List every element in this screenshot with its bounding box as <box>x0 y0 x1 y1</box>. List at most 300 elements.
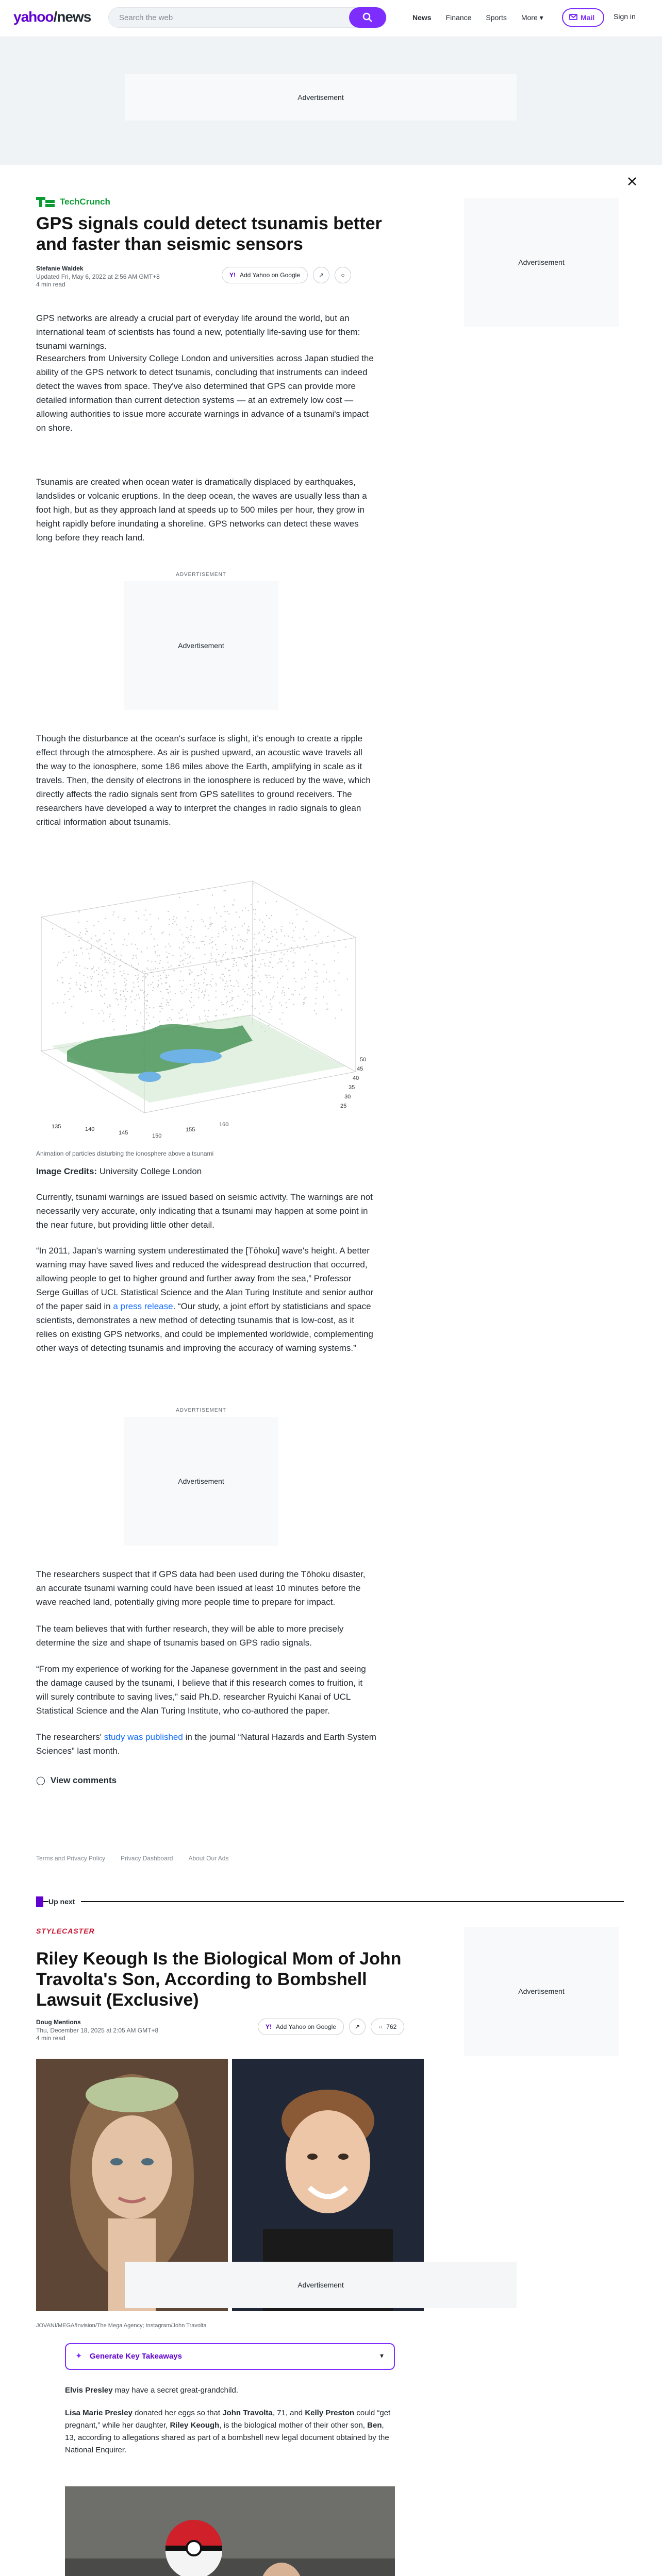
particle <box>219 965 220 966</box>
quote-text-2: . “Our study, a joint effort by statisticians and space scientists, demonstrates a new method of detecting tsunamis that is low-cost, as it relies on existing GPS networks, and could be implemented worldwide, complementing other ways of detecting tsunamis and improving the accuracy of warning systems.” <box>36 1301 373 1353</box>
particle <box>255 992 256 993</box>
particle <box>233 939 234 940</box>
particle <box>246 966 247 967</box>
particle <box>202 991 203 992</box>
particle <box>188 937 189 938</box>
particle <box>102 970 103 971</box>
overlay-ad[interactable] <box>125 2262 517 2308</box>
particle <box>159 963 160 964</box>
particle <box>169 919 170 920</box>
particle <box>264 965 266 966</box>
particle <box>216 982 217 984</box>
figure-caption: Animation of particles disturbing the ionosphere above a tsunami <box>36 1150 214 1157</box>
particle <box>288 988 289 989</box>
particle <box>155 952 156 953</box>
press-release-link[interactable]: a press release <box>113 1301 173 1311</box>
particle <box>128 934 129 935</box>
nav-sports[interactable]: Sports <box>486 13 507 22</box>
particle <box>194 979 195 980</box>
particle <box>199 1016 200 1018</box>
text: , 13, according to allegations shared as part of a bombshell new legal document obtained by the National Enquirer. <box>65 2421 389 2454</box>
particle <box>229 970 230 971</box>
particle <box>323 981 324 982</box>
particle <box>222 927 223 928</box>
particle <box>98 940 100 941</box>
bold-name: Elvis Presley <box>65 2386 113 2395</box>
about-ads-link[interactable]: About Our Ads <box>188 1855 229 1862</box>
particle <box>259 1013 260 1014</box>
particle <box>204 972 205 973</box>
particle <box>167 999 168 1001</box>
particle <box>255 971 256 972</box>
particle <box>97 985 98 986</box>
particle <box>288 936 289 937</box>
nav-more[interactable] <box>521 13 543 22</box>
particle <box>186 937 187 938</box>
particle <box>190 929 191 930</box>
mail-button[interactable] <box>562 8 604 27</box>
comment-icon: ○ <box>341 272 345 279</box>
particle <box>126 1025 127 1026</box>
particle <box>65 934 67 935</box>
particle <box>231 997 233 998</box>
particle <box>181 1009 183 1010</box>
chevron-down-icon: ▾ <box>379 2351 384 2360</box>
particle <box>270 938 271 939</box>
particle <box>153 976 154 977</box>
particle <box>162 998 163 999</box>
particle <box>79 989 80 990</box>
particle <box>317 976 318 977</box>
particle <box>293 994 294 995</box>
article-source: TechCrunch <box>60 197 110 207</box>
search-bar[interactable] <box>108 7 387 28</box>
particle <box>147 969 148 970</box>
image-credit <box>36 1166 202 1177</box>
particle <box>225 928 226 929</box>
particle <box>87 940 88 941</box>
particle <box>85 934 86 935</box>
sparkle-icon: ✦ <box>75 2352 82 2361</box>
particle <box>124 978 125 979</box>
particle <box>168 1002 169 1003</box>
close-button[interactable] <box>622 171 642 192</box>
text: could “get pregnant,” while her daughter, <box>65 2409 391 2430</box>
particle <box>238 970 239 971</box>
particle <box>64 994 65 995</box>
particle <box>183 963 184 964</box>
particle <box>91 1009 92 1010</box>
particle <box>272 997 273 998</box>
add-yahoo-label: Add Yahoo on Google <box>276 2023 336 2030</box>
particle <box>187 1020 188 1021</box>
particle <box>160 960 161 961</box>
particle <box>109 1016 110 1017</box>
particle <box>141 990 142 991</box>
privacy-dashboard-link[interactable]: Privacy Dashboard <box>121 1855 173 1862</box>
particle <box>227 911 228 912</box>
particle <box>272 967 273 968</box>
particle <box>60 962 61 963</box>
particle <box>225 944 226 945</box>
particle <box>207 984 208 985</box>
particle <box>107 972 108 973</box>
particle <box>255 960 256 961</box>
particle <box>170 946 171 947</box>
particle <box>266 975 267 976</box>
particle <box>186 1014 187 1015</box>
particle <box>329 981 330 982</box>
particle <box>105 918 106 919</box>
particle <box>146 1005 147 1006</box>
particle <box>166 989 167 990</box>
particle <box>247 1002 248 1003</box>
particle <box>144 931 145 932</box>
particle <box>277 982 278 984</box>
particle <box>76 982 77 983</box>
comment-count-button[interactable] <box>371 2019 404 2035</box>
particle <box>289 922 290 923</box>
search-input[interactable]: Search the web <box>119 13 173 22</box>
nav-more-label: More <box>521 13 538 22</box>
particle <box>105 969 106 970</box>
particle <box>162 967 163 968</box>
particle <box>125 998 126 999</box>
paragraph: “From my experience of working for the Japanese government in the past and seeing the damage caused by the tsunami, I believe that if this research comes to fruition, it will surely contribute to saving lives,” said Ph.D. researcher Ryuichi Kanai of UCL Statistical Science and the Alan Turing Institute, who co-authored the paper. <box>36 1664 366 1716</box>
particle <box>96 940 97 941</box>
particle <box>253 909 254 910</box>
particle <box>193 958 194 959</box>
particle <box>291 947 292 948</box>
particle <box>260 1019 261 1020</box>
particle <box>173 919 174 920</box>
particle <box>169 967 170 968</box>
particle <box>167 957 168 958</box>
right-rail-ad[interactable] <box>464 198 619 327</box>
particle <box>111 944 112 945</box>
share-button[interactable] <box>313 267 329 283</box>
particle <box>238 986 239 987</box>
particle <box>132 958 133 959</box>
particle <box>216 1009 217 1010</box>
particle <box>68 936 69 937</box>
particle <box>316 1013 317 1014</box>
bold-name: Ben <box>367 2421 382 2430</box>
add-yahoo-label: Add Yahoo on Google <box>240 272 300 279</box>
particle <box>113 972 114 973</box>
particle <box>84 986 85 987</box>
generate-takeaways-button[interactable] <box>65 2343 395 2370</box>
particle <box>85 991 86 992</box>
particle <box>138 986 139 987</box>
particle <box>131 965 132 966</box>
particle <box>216 990 217 991</box>
particle <box>167 989 168 990</box>
x-tick: 140 <box>85 1126 95 1132</box>
particle <box>287 969 288 970</box>
particle <box>160 975 161 976</box>
sign-in-link[interactable]: Sign in <box>614 12 636 21</box>
particle <box>190 935 191 936</box>
particle <box>105 961 106 962</box>
particle <box>179 947 180 948</box>
particle <box>146 995 147 996</box>
particle <box>226 996 227 997</box>
particle <box>247 994 248 995</box>
particle <box>75 965 76 966</box>
particle <box>168 911 169 912</box>
particle <box>221 962 222 963</box>
particle <box>181 934 183 935</box>
particle <box>124 1015 125 1016</box>
particle <box>208 995 209 996</box>
particle <box>252 978 253 979</box>
particle <box>144 1023 145 1024</box>
chevron-down-icon: ▾ <box>539 13 543 22</box>
particle <box>131 990 133 991</box>
particle <box>120 971 121 972</box>
yahoo-news-logo[interactable] <box>13 9 91 25</box>
terms-link[interactable]: Terms and Privacy Policy <box>36 1855 106 1862</box>
particle <box>171 1019 172 1020</box>
inline-ad-2[interactable] <box>124 1417 278 1546</box>
particle <box>208 1000 209 1001</box>
particle <box>280 943 282 944</box>
particle <box>189 973 190 974</box>
particle <box>304 936 305 937</box>
particle <box>166 1004 167 1005</box>
particle <box>143 992 144 993</box>
particle <box>218 933 219 934</box>
particle <box>198 975 199 976</box>
top-bar <box>0 0 662 37</box>
particle <box>317 983 318 984</box>
particle <box>203 982 204 983</box>
particle <box>327 1008 328 1009</box>
particle <box>222 980 223 981</box>
particle <box>160 1006 161 1007</box>
particle <box>182 960 183 961</box>
particle <box>113 969 114 970</box>
particle <box>71 1006 72 1007</box>
particle <box>233 966 234 967</box>
family-photo <box>65 2486 395 2576</box>
particle <box>216 997 217 998</box>
particle <box>254 953 255 954</box>
particle <box>79 911 80 912</box>
particle <box>326 1009 327 1010</box>
particle <box>273 954 274 955</box>
add-yahoo-button[interactable] <box>258 2019 344 2035</box>
particle <box>136 911 137 912</box>
particle <box>180 991 181 992</box>
add-yahoo-button[interactable] <box>222 267 308 283</box>
particle <box>246 939 247 940</box>
particle <box>169 1005 170 1006</box>
particle <box>136 1024 137 1025</box>
right-rail-ad-2[interactable] <box>464 1927 619 2056</box>
particle <box>135 1009 136 1010</box>
particle <box>136 994 137 995</box>
particle <box>91 969 92 970</box>
particle <box>81 947 82 948</box>
particle <box>334 980 335 981</box>
particle <box>266 950 267 951</box>
particle <box>231 946 233 947</box>
particle <box>159 1006 160 1007</box>
particle <box>241 958 242 959</box>
particle <box>179 965 180 966</box>
nav-news[interactable]: News <box>412 13 432 22</box>
particle <box>306 921 307 922</box>
particle <box>178 1012 179 1013</box>
bold-name: Lisa Marie Presley <box>65 2409 133 2417</box>
particle <box>151 972 152 973</box>
particle <box>100 990 101 991</box>
particle <box>85 928 86 929</box>
particle <box>146 968 147 969</box>
particle <box>107 1007 108 1008</box>
particle <box>189 969 190 970</box>
particle <box>145 909 146 910</box>
particle <box>345 946 346 947</box>
particle <box>144 1003 145 1004</box>
search-icon <box>362 12 373 23</box>
paragraph: Researchers from University College London and universities across Japan studied the ability of the GPS network to detect tsunamis, concluding that instruments can indeed detect the waves from space. They've also determined that GPS can provide more detailed information than current detection systems — at an extremely low cost — allowing authorities to issue more accurate warnings in advance of a tsunami's impact on shore. <box>36 353 374 433</box>
particle <box>85 987 86 988</box>
particle <box>221 1004 222 1005</box>
particle <box>109 962 110 963</box>
up-next-divider <box>36 1897 624 1906</box>
particle <box>153 969 154 970</box>
particle <box>273 995 274 996</box>
share-button[interactable] <box>349 2019 366 2035</box>
particle <box>316 963 317 964</box>
particle <box>254 1008 255 1009</box>
particle <box>270 957 271 958</box>
family-photo-image <box>65 2486 395 2576</box>
particle <box>52 928 53 929</box>
particle <box>158 918 159 919</box>
particle <box>121 998 122 999</box>
particle <box>204 1010 205 1011</box>
particle <box>215 944 216 945</box>
study-link[interactable]: study was published <box>104 1732 183 1742</box>
particle <box>155 951 156 952</box>
particle <box>125 984 126 985</box>
particle <box>141 951 142 952</box>
particle <box>201 974 202 975</box>
particle <box>194 936 195 937</box>
particle <box>173 969 174 970</box>
particle <box>91 938 92 939</box>
ad-small-label: ADVERTISEMENT <box>176 1408 226 1413</box>
particle <box>179 1018 180 1019</box>
particle <box>299 937 300 938</box>
particle <box>157 955 158 956</box>
article-title: GPS signals could detect tsunamis better and faster than seismic sensors <box>36 214 382 254</box>
particle <box>201 970 202 971</box>
particle <box>225 1014 226 1015</box>
particle <box>271 1009 272 1010</box>
particle <box>149 1023 150 1024</box>
particle <box>238 982 239 983</box>
search-button[interactable] <box>349 7 386 28</box>
top-ad[interactable] <box>125 74 517 121</box>
particle <box>264 974 266 975</box>
particle <box>139 997 140 998</box>
particle <box>232 948 233 949</box>
particle <box>254 946 255 947</box>
particle <box>76 955 77 956</box>
particle <box>148 1015 149 1016</box>
comment-button[interactable] <box>335 267 351 283</box>
particle <box>335 990 336 991</box>
particle <box>206 985 207 986</box>
bold-name: Riley Keough <box>170 2421 220 2430</box>
stylecaster-logo[interactable]: STYLECASTER <box>36 1927 95 1935</box>
upnext-author[interactable]: Doug Mentions <box>36 2019 81 2026</box>
particle <box>237 995 238 996</box>
particle <box>304 997 305 998</box>
particle <box>338 973 339 974</box>
particle <box>233 964 234 965</box>
article-author[interactable]: Stefanie Waldek <box>36 265 84 272</box>
upnext-actions <box>258 2019 404 2035</box>
particle <box>270 1003 271 1004</box>
up-next-label: Up next <box>48 1897 81 1906</box>
particle <box>204 954 205 955</box>
bold-name: Kelly Preston <box>305 2409 355 2417</box>
particle <box>145 1008 146 1009</box>
particle <box>91 984 92 985</box>
particle <box>276 932 277 933</box>
particle <box>126 1006 127 1007</box>
particle <box>261 940 262 941</box>
particle <box>259 932 260 933</box>
particle <box>138 981 139 982</box>
particle <box>190 984 191 985</box>
particle <box>210 926 211 927</box>
particle <box>190 1002 191 1003</box>
particle <box>191 926 192 927</box>
particle <box>168 961 169 962</box>
view-comments-button[interactable] <box>36 1775 117 1786</box>
particle <box>157 944 158 945</box>
particle <box>106 948 107 949</box>
credit-value: University College London <box>97 1166 202 1176</box>
ad-label: Advertisement <box>297 2281 344 2289</box>
particle <box>80 985 81 986</box>
particle <box>65 1012 66 1013</box>
particle <box>303 947 304 948</box>
particle <box>119 966 120 967</box>
particle <box>225 952 226 953</box>
yahoo-icon: Y! <box>229 272 236 279</box>
particle <box>198 947 200 948</box>
particle <box>257 975 258 976</box>
particle <box>258 933 259 934</box>
particle <box>211 986 212 987</box>
particle <box>63 952 64 953</box>
particle <box>244 964 245 965</box>
ad-label: Advertisement <box>297 93 344 101</box>
particle <box>125 1001 126 1002</box>
nav-finance[interactable]: Finance <box>445 13 472 22</box>
particle <box>87 931 88 932</box>
inline-ad[interactable] <box>124 581 278 710</box>
particle <box>126 945 127 946</box>
